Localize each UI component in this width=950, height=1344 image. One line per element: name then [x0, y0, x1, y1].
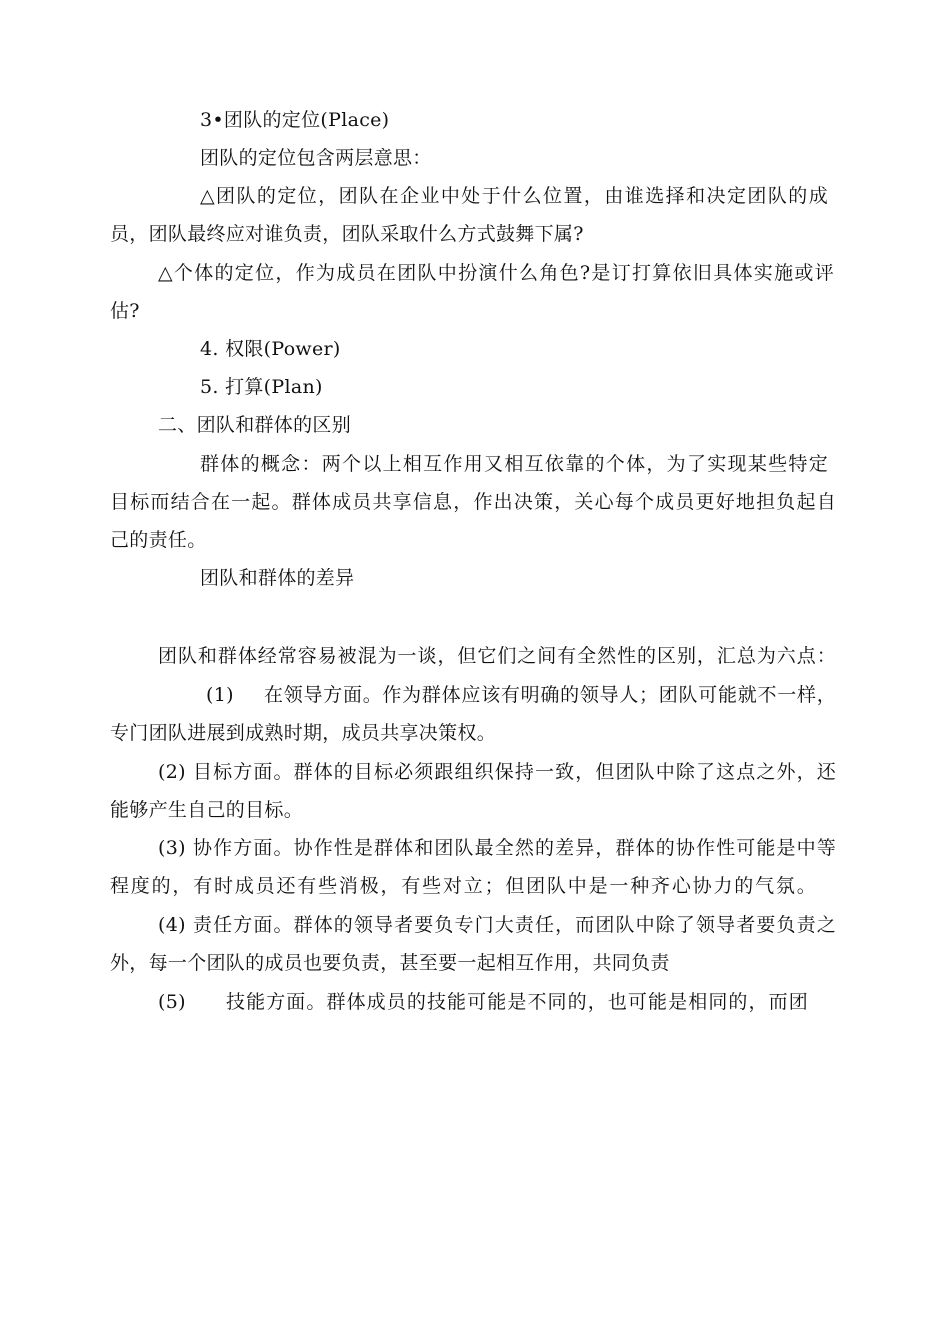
subheading-difference: 团队和群体的差异 — [200, 567, 355, 589]
paragraph-line: 外，每一个团队的成员也要负责，甚至要一起相互作用，共同负责 — [110, 952, 670, 974]
list-item-2: (2) 目标方面。群体的目标必须跟组织保持一致，但团队中除了这点之外，还 — [158, 761, 836, 783]
list-number-1: (1) — [206, 684, 234, 706]
heading-power: 4. 权限(Power) — [200, 338, 341, 360]
paragraph-line: 团队和群体经常容易被混为一谈，但它们之间有全然性的区别，汇总为六点： — [158, 645, 836, 667]
list-item-3: (3) 协作方面。协作性是群体和团队最全然的差异，群体的协作性可能是中等 — [158, 837, 836, 859]
paragraph-line: 估? — [110, 300, 140, 322]
paragraph-line: 能够产生自己的目标。 — [110, 799, 304, 821]
paragraph-line: 员，团队最终应对谁负责，团队采取什么方式鼓舞下属? — [110, 223, 584, 245]
heading-team-place: 3•团队的定位(Place) — [200, 109, 390, 131]
list-item-1-text: 在领导方面。作为群体应该有明确的领导人；团队可能就不一样， — [264, 684, 836, 706]
paragraph-line: 程度的，有时成员还有些消极，有些对立；但团队中是一种齐心协力的气氛。 — [110, 875, 816, 897]
paragraph-line: 目标而结合在一起。群体成员共享信息，作出决策，关心每个成员更好地担负起自 — [110, 491, 836, 513]
paragraph-line: 专门团队进展到成熟时期，成员共享决策权。 — [110, 722, 497, 744]
list-item-5-text: 技能方面。群体成员的技能可能是不同的，也可能是相同的，而团 — [226, 991, 808, 1013]
paragraph-line: 团队的定位包含两层意思： — [200, 147, 432, 169]
section-heading: 二、团队和群体的区别 — [158, 414, 352, 436]
paragraph-line: △个体的定位，作为成员在团队中扮演什么角色?是订打算依旧具体实施或评 — [158, 262, 834, 284]
heading-plan: 5. 打算(Plan) — [200, 376, 323, 398]
list-number-5: (5) — [158, 991, 186, 1013]
list-item-4: (4) 责任方面。群体的领导者要负专门大责任，而团队中除了领导者要负责之 — [158, 914, 836, 936]
paragraph-line: 群体的概念：两个以上相互作用又相互依靠的个体，为了实现某些特定 — [200, 453, 828, 475]
paragraph-line: 己的责任。 — [110, 529, 207, 551]
paragraph-line: △团队的定位，团队在企业中处于什么位置，由谁选择和决定团队的成 — [200, 185, 828, 207]
